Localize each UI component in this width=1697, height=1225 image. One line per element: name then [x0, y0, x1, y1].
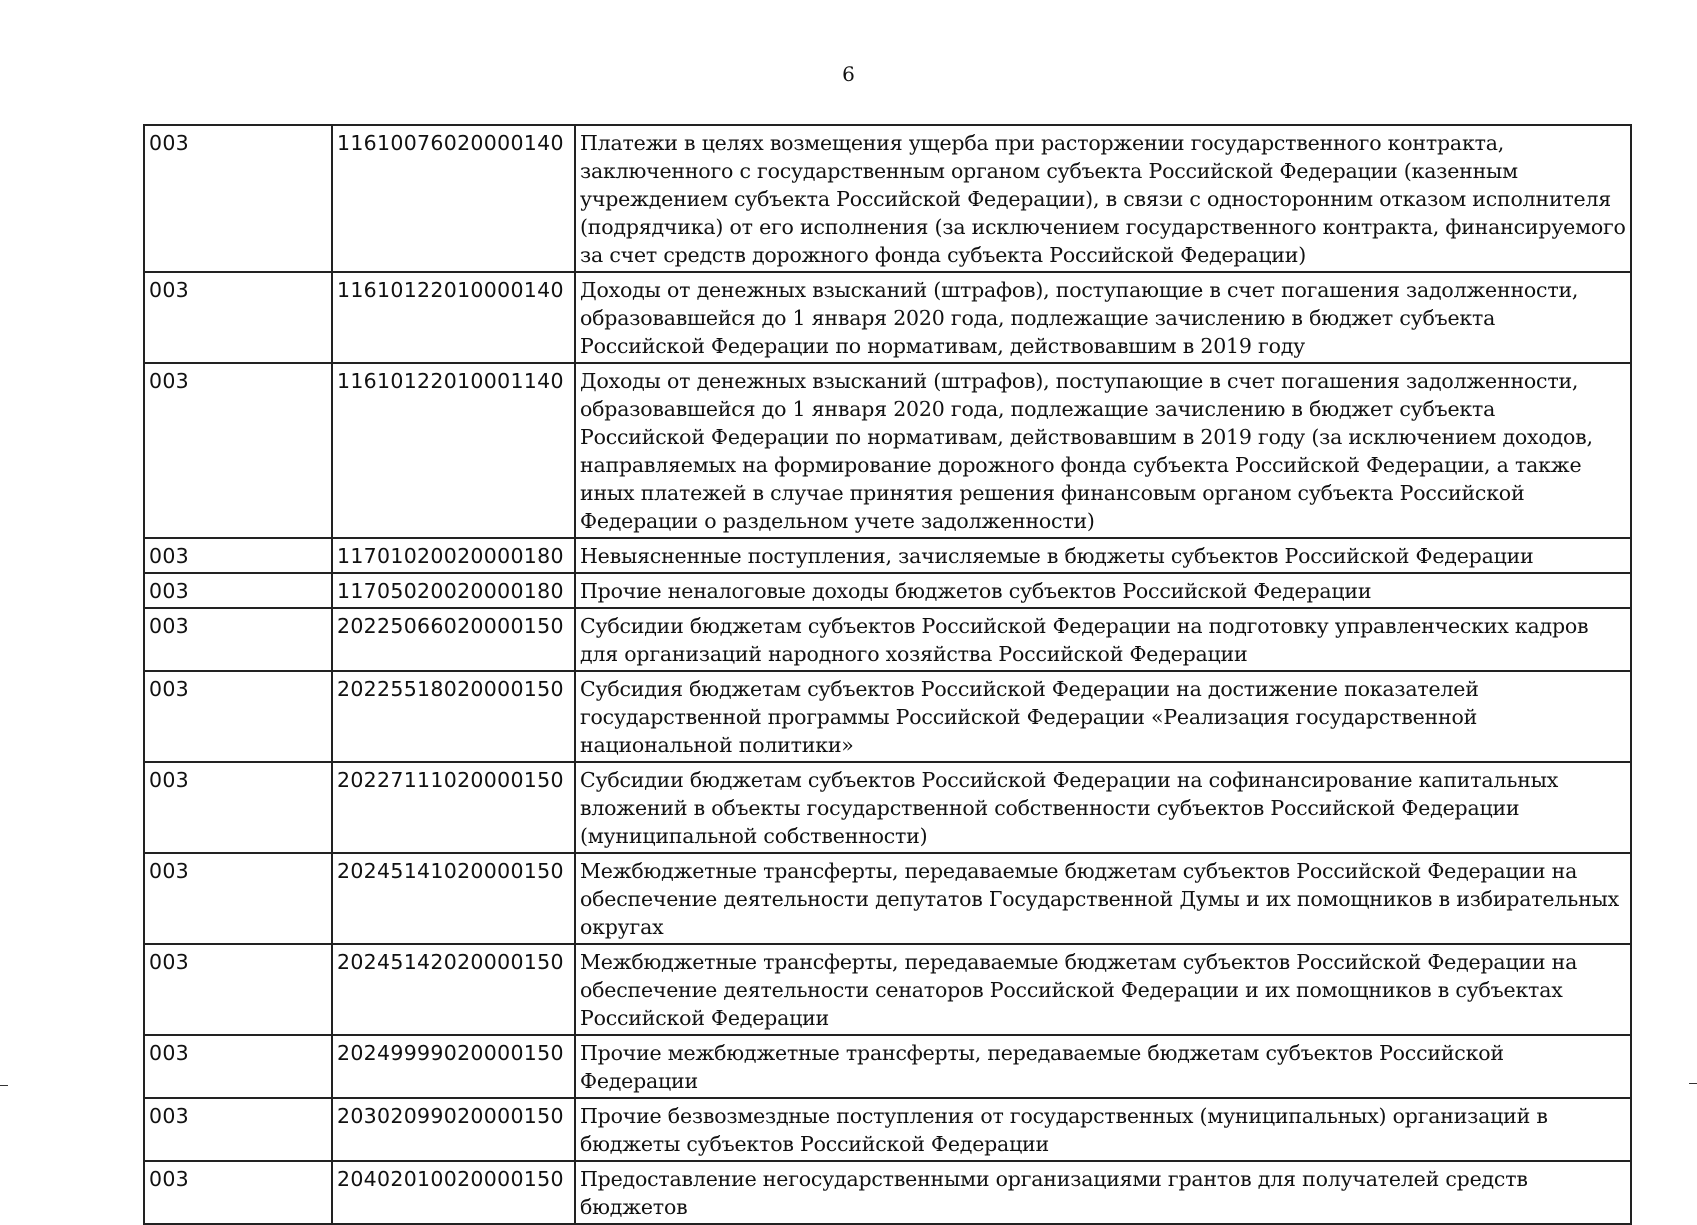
description-cell: Прочие безвозмездные поступления от государственных (муниципальных) организаций в бюджеты субъектов Российской Федерации	[575, 1098, 1631, 1161]
table-row	[144, 1035, 1631, 1098]
table-row	[144, 1098, 1631, 1161]
description-cell: Субсидия бюджетам субъектов Российской Федерации на достижение показателей государственной программы Российской Федерации «Реализация государственной национальной политики»	[575, 671, 1631, 762]
admin-code-cell: 003	[144, 573, 332, 608]
table-row	[144, 1161, 1631, 1224]
table-row	[144, 853, 1631, 944]
admin-code-cell: 003	[144, 1161, 332, 1224]
kbk-code-cell: 11610122010000140	[332, 272, 575, 363]
kbk-code-cell: 20225518020000150	[332, 671, 575, 762]
kbk-code-cell: 20227111020000150	[332, 762, 575, 853]
admin-code-cell: 003	[144, 272, 332, 363]
admin-code-cell: 003	[144, 1098, 332, 1161]
table-row	[144, 762, 1631, 853]
description-cell: Доходы от денежных взысканий (штрафов), поступающие в счет погашения задолженности, образовавшейся до 1 января 2020 года, подлежащие зачислению в бюджет субъекта Российской Федерации по нормативам, действовавшим в 2019 году (за исключением доходов, направляемых на формирование дорожного фонда субъекта Российской Федерации, а также иных платежей в случае принятия решения финансовым органом субъекта Российской Федерации о раздельном учете задолженности)	[575, 363, 1631, 538]
description-cell: Предоставление негосударственными организациями грантов для получателей средств бюджетов	[575, 1161, 1631, 1224]
table-row	[144, 272, 1631, 363]
kbk-code-cell: 11701020020000180	[332, 538, 575, 573]
scan-edge-mark-right	[1689, 1083, 1697, 1084]
table-row	[144, 573, 1631, 608]
description-cell: Платежи в целях возмещения ущерба при расторжении государственного контракта, заключенного с государственным органом субъекта Российской Федерации (казенным учреждением субъекта Российской Федерации), в связи с односторонним отказом исполнителя (подрядчика) от его исполнения (за исключением государственного контракта, финансируемого за счет средств дорожного фонда субъекта Российской Федерации)	[575, 125, 1631, 272]
table-row	[144, 125, 1631, 272]
description-cell: Межбюджетные трансферты, передаваемые бюджетам субъектов Российской Федерации на обеспечение деятельности депутатов Государственной Думы и их помощников в избирательных округах	[575, 853, 1631, 944]
scan-edge-mark-left	[0, 1085, 8, 1086]
description-cell: Субсидии бюджетам субъектов Российской Федерации на подготовку управленческих кадров для организаций народного хозяйства Российской Федерации	[575, 608, 1631, 671]
description-cell: Прочие неналоговые доходы бюджетов субъектов Российской Федерации	[575, 573, 1631, 608]
kbk-code-cell: 20245141020000150	[332, 853, 575, 944]
kbk-code-cell: 11705020020000180	[332, 573, 575, 608]
description-cell: Субсидии бюджетам субъектов Российской Федерации на софинансирование капитальных вложений в объекты государственной собственности субъектов Российской Федерации (муниципальной собственности)	[575, 762, 1631, 853]
admin-code-cell: 003	[144, 608, 332, 671]
admin-code-cell: 003	[144, 671, 332, 762]
kbk-code-cell: 20225066020000150	[332, 608, 575, 671]
table-row	[144, 608, 1631, 671]
description-cell: Прочие межбюджетные трансферты, передаваемые бюджетам субъектов Российской Федерации	[575, 1035, 1631, 1098]
kbk-code-cell: 20249999020000150	[332, 1035, 575, 1098]
kbk-code-cell: 11610122010001140	[332, 363, 575, 538]
table-row	[144, 944, 1631, 1035]
kbk-code-cell: 20402010020000150	[332, 1161, 575, 1224]
table-row	[144, 538, 1631, 573]
description-cell: Доходы от денежных взысканий (штрафов), поступающие в счет погашения задолженности, образовавшейся до 1 января 2020 года, подлежащие зачислению в бюджет субъекта Российской Федерации по нормативам, действовавшим в 2019 году	[575, 272, 1631, 363]
table-row	[144, 363, 1631, 538]
admin-code-cell: 003	[144, 363, 332, 538]
admin-code-cell: 003	[144, 1035, 332, 1098]
admin-code-cell: 003	[144, 853, 332, 944]
table-row	[144, 671, 1631, 762]
kbk-code-cell: 20245142020000150	[332, 944, 575, 1035]
kbk-code-cell: 11610076020000140	[332, 125, 575, 272]
admin-code-cell: 003	[144, 944, 332, 1035]
admin-code-cell: 003	[144, 762, 332, 853]
kbk-code-cell: 20302099020000150	[332, 1098, 575, 1161]
admin-code-cell: 003	[144, 538, 332, 573]
page-number: 6	[842, 62, 855, 86]
description-cell: Межбюджетные трансферты, передаваемые бюджетам субъектов Российской Федерации на обеспечение деятельности сенаторов Российской Федерации и их помощников в субъектах Российской Федерации	[575, 944, 1631, 1035]
revenue-codes-table	[143, 124, 1632, 1225]
description-cell: Невыясненные поступления, зачисляемые в бюджеты субъектов Российской Федерации	[575, 538, 1631, 573]
admin-code-cell: 003	[144, 125, 332, 272]
